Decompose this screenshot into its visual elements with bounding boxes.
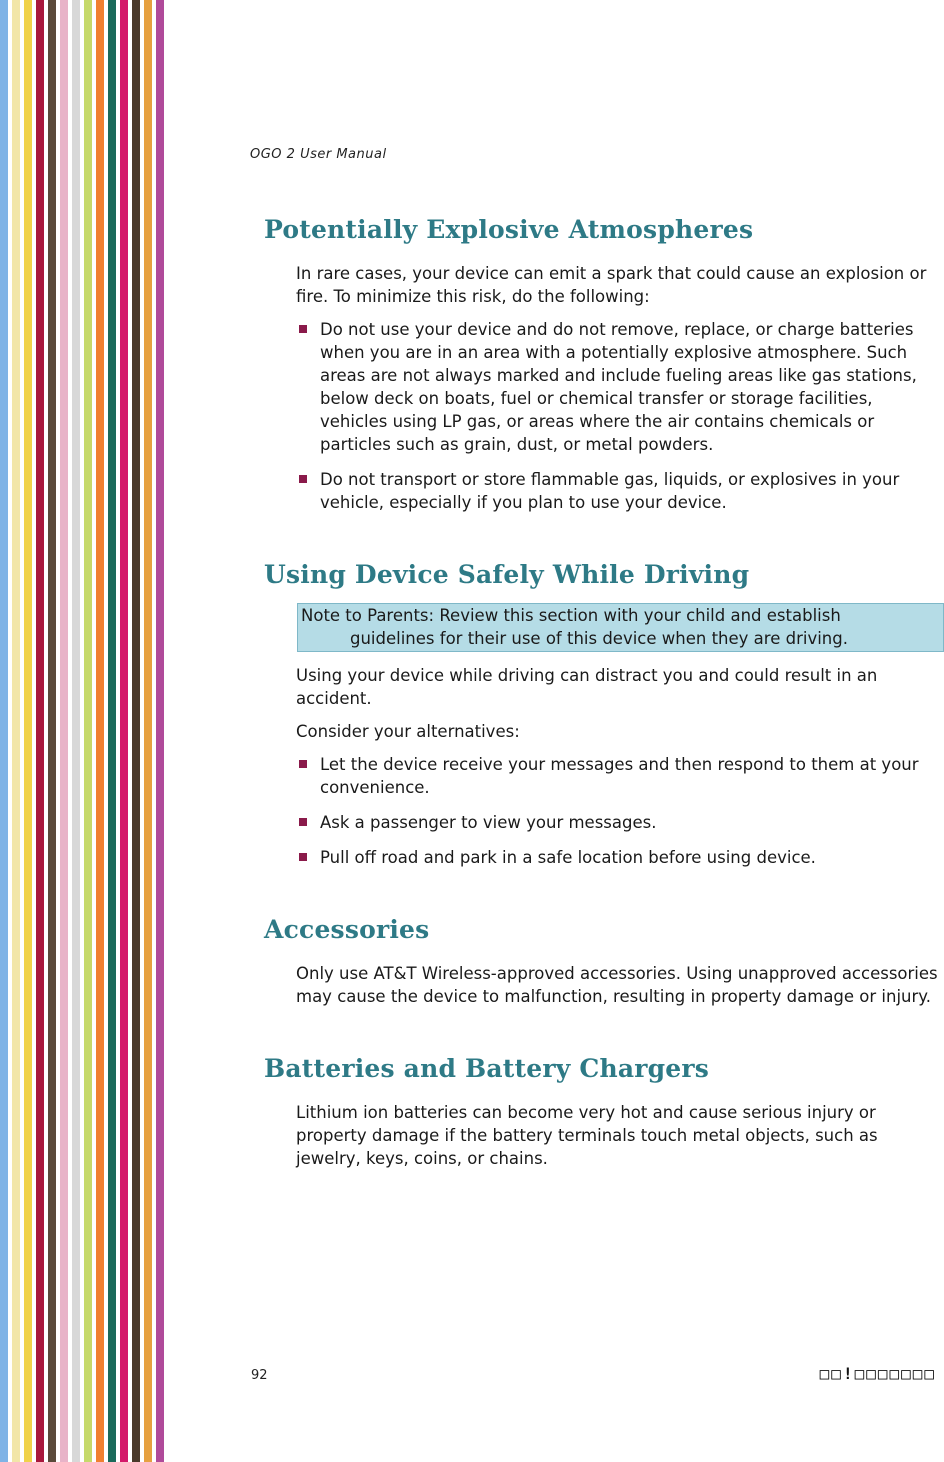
note-line: guidelines for their use of this device when they are driving.	[350, 629, 848, 648]
decorative-stripes	[0, 0, 200, 1462]
stripe	[0, 0, 8, 1462]
main-content	[264, 215, 944, 1216]
stripe	[24, 0, 32, 1462]
footer-garbled-text: □□!□□□□□□□	[819, 1364, 936, 1383]
square-bullet-icon	[299, 325, 307, 333]
page-number: 92	[251, 1368, 268, 1383]
stripe	[12, 0, 20, 1462]
section-explosive-atmospheres	[264, 215, 944, 514]
stripe	[144, 0, 152, 1462]
list-item-text: Pull off road and park in a safe location before using device.	[320, 848, 816, 867]
stripe	[132, 0, 140, 1462]
list-item	[296, 811, 936, 834]
section-heading: Accessories	[264, 915, 430, 944]
stripe	[120, 0, 128, 1462]
stripe	[84, 0, 92, 1462]
note-line: Note to Parents: Review this section with your child and establish	[301, 606, 841, 625]
square-bullet-icon	[299, 853, 307, 861]
stripe	[60, 0, 68, 1462]
square-bullet-icon	[299, 760, 307, 768]
section-heading: Using Device Safely While Driving	[264, 560, 750, 589]
stripe	[36, 0, 44, 1462]
stripe	[72, 0, 80, 1462]
section-batteries	[264, 1054, 944, 1170]
stripe	[108, 0, 116, 1462]
body-paragraph: Consider your alternatives:	[296, 722, 520, 741]
square-bullet-icon	[299, 475, 307, 483]
bullet-list	[296, 318, 936, 514]
list-item-text: Ask a passenger to view your messages.	[320, 813, 657, 832]
body-paragraph: Using your device while driving can distract you and could result in an accident.	[296, 666, 878, 708]
bullet-list	[296, 753, 936, 869]
list-item	[296, 846, 936, 869]
list-item	[296, 753, 936, 799]
section-heading: Batteries and Battery Chargers	[264, 1054, 710, 1083]
list-item	[296, 468, 936, 514]
list-item-text: Let the device receive your messages and then respond to them at your convenience.	[320, 755, 919, 797]
list-item-text: Do not use your device and do not remove, replace, or charge batteries when you are in an area with a potentially explosive atmosphere. Such areas are not always marked and include fueling areas like gas stations, below deck on boats, fuel or chemical transfer or storage facilities, vehicles using LP gas, or areas where the air contains chemicals or particles such as grain, dust, or metal powders.	[320, 320, 917, 454]
section-intro: In rare cases, your device can emit a spark that could cause an explosion or fire. To minimize this risk, do the following:	[296, 264, 927, 306]
parents-note	[297, 603, 944, 652]
stripe	[96, 0, 104, 1462]
stripe	[156, 0, 164, 1462]
section-driving-safety	[264, 560, 944, 869]
body-paragraph: Lithium ion batteries can become very hot and cause serious injury or property damage if the battery terminals touch metal objects, such as jewelry, keys, coins, or chains.	[296, 1103, 878, 1168]
list-item-text: Do not transport or store flammable gas, liquids, or explosives in your vehicle, especially if you plan to use your device.	[320, 470, 900, 512]
stripe	[48, 0, 56, 1462]
body-paragraph: Only use AT&T Wireless-approved accessories. Using unapproved accessories may cause the device to malfunction, resulting in property damage or injury.	[296, 964, 938, 1006]
section-heading: Potentially Explosive Atmospheres	[264, 215, 754, 244]
running-header: OGO 2 User Manual	[250, 147, 387, 162]
square-bullet-icon	[299, 818, 307, 826]
section-accessories	[264, 915, 944, 1008]
list-item	[296, 318, 936, 456]
